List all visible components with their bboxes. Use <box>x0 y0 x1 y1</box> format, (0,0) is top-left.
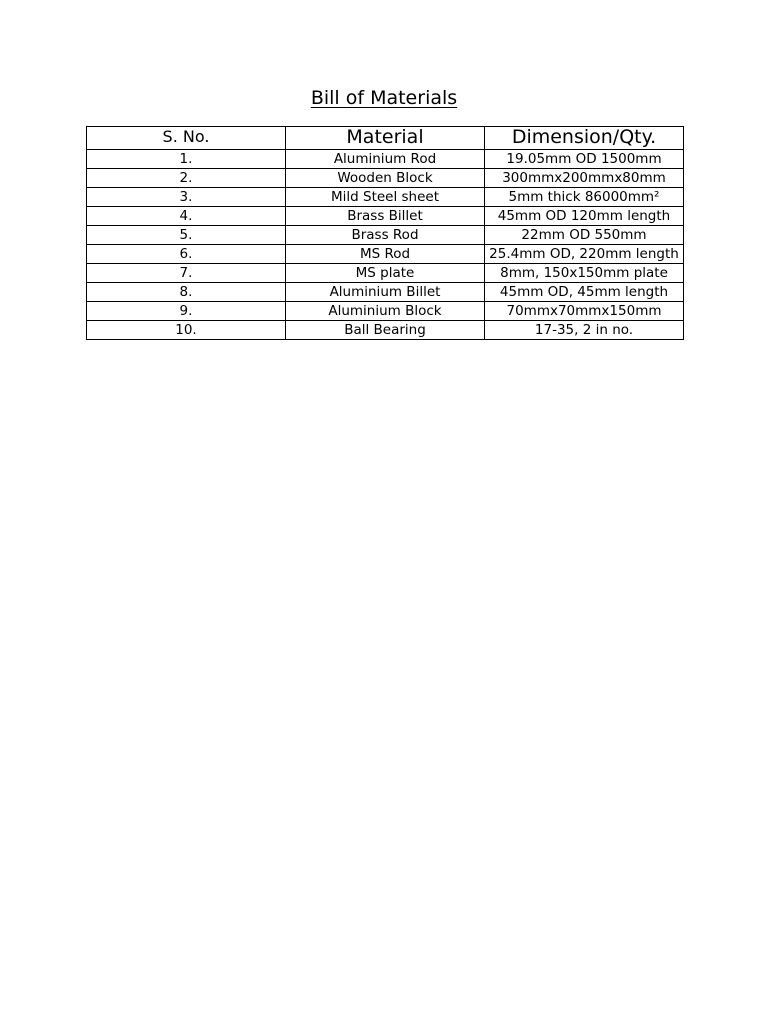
cell-material: Wooden Block <box>286 169 485 188</box>
table-row <box>87 226 684 245</box>
header-material: Material <box>286 127 485 150</box>
cell-dimension: 8mm, 150x150mm plate <box>485 264 684 283</box>
table-row <box>87 264 684 283</box>
cell-dimension: 22mm OD 550mm <box>485 226 684 245</box>
cell-serial-number: 6. <box>87 245 286 264</box>
cell-dimension: 300mmx200mmx80mm <box>485 169 684 188</box>
cell-material: Mild Steel sheet <box>286 188 485 207</box>
cell-serial-number: 8. <box>87 283 286 302</box>
cell-dimension: 45mm OD 120mm length <box>485 207 684 226</box>
header-serial-number: S. No. <box>87 127 286 150</box>
cell-serial-number: 1. <box>87 150 286 169</box>
cell-dimension: 70mmx70mmx150mm <box>485 302 684 321</box>
table-row <box>87 245 684 264</box>
cell-material: Aluminium Block <box>286 302 485 321</box>
cell-dimension: 25.4mm OD, 220mm length <box>485 245 684 264</box>
cell-material: Ball Bearing <box>286 321 485 340</box>
cell-serial-number: 3. <box>87 188 286 207</box>
cell-material: Aluminium Rod <box>286 150 485 169</box>
cell-serial-number: 9. <box>87 302 286 321</box>
cell-material: Aluminium Billet <box>286 283 485 302</box>
table-row <box>87 207 684 226</box>
cell-serial-number: 4. <box>87 207 286 226</box>
cell-serial-number: 10. <box>87 321 286 340</box>
cell-material: MS plate <box>286 264 485 283</box>
cell-dimension: 17-35, 2 in no. <box>485 321 684 340</box>
cell-dimension: 5mm thick 86000mm² <box>485 188 684 207</box>
bill-of-materials-table <box>86 126 684 340</box>
cell-serial-number: 7. <box>87 264 286 283</box>
cell-material: Brass Rod <box>286 226 485 245</box>
cell-dimension: 45mm OD, 45mm length <box>485 283 684 302</box>
table-row <box>87 188 684 207</box>
cell-serial-number: 5. <box>87 226 286 245</box>
table-row <box>87 302 684 321</box>
cell-serial-number: 2. <box>87 169 286 188</box>
cell-dimension: 19.05mm OD 1500mm <box>485 150 684 169</box>
document-title: Bill of Materials <box>310 87 458 109</box>
table-row <box>87 169 684 188</box>
table-row <box>87 150 684 169</box>
cell-material: MS Rod <box>286 245 485 264</box>
cell-material: Brass Billet <box>286 207 485 226</box>
table-row <box>87 283 684 302</box>
header-dimension: Dimension/Qty. <box>485 127 684 150</box>
table-header-row <box>87 127 684 150</box>
table-row <box>87 321 684 340</box>
